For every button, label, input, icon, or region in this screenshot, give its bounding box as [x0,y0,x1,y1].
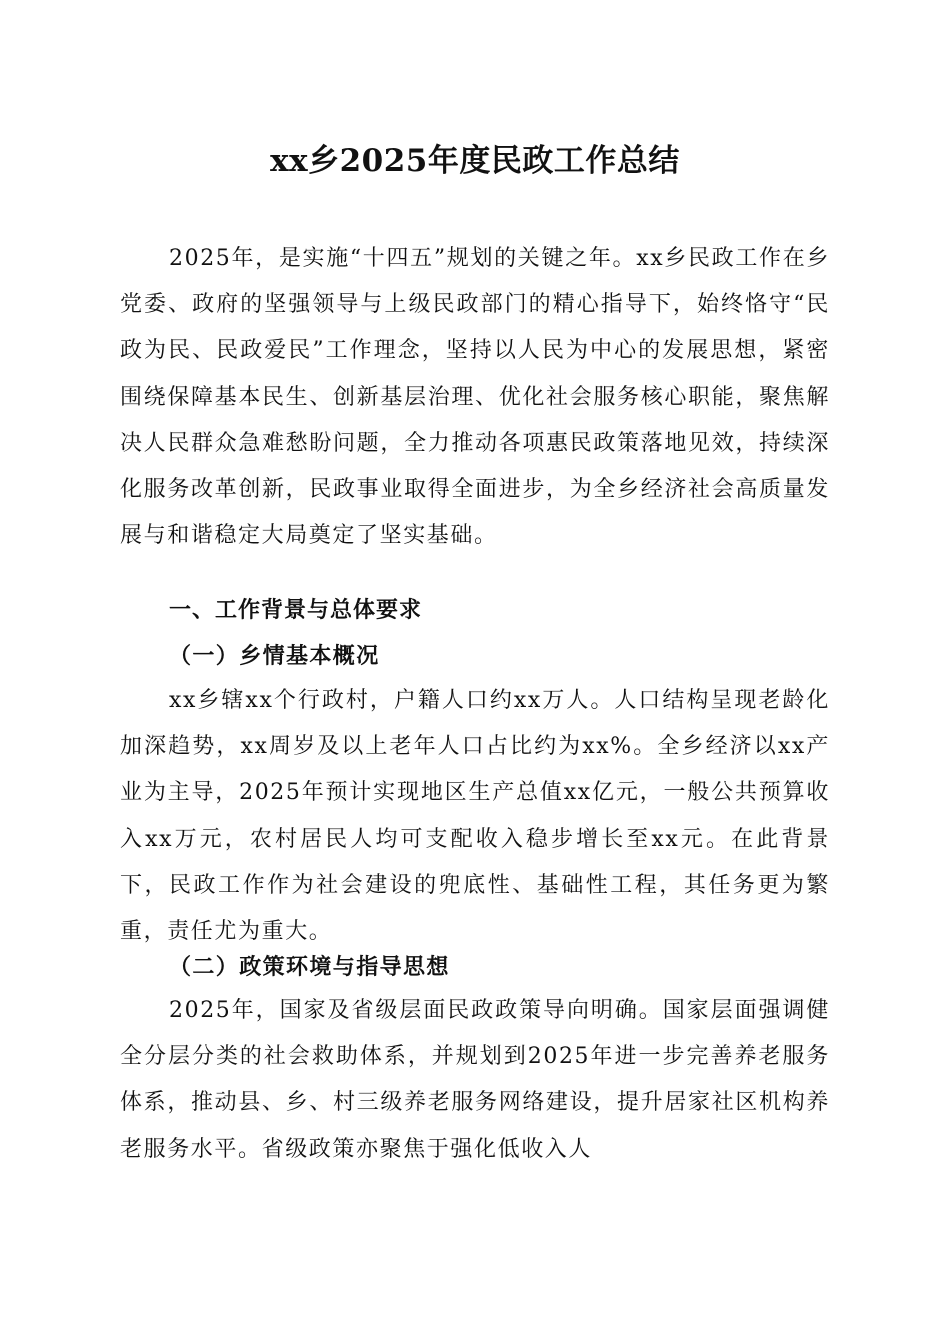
section-heading-1: 一、工作背景与总体要求 [169,598,423,623]
subsection-2-paragraph: 2025年，国家及省级层面民政政策导向明确。国家层面强调健全分层分类的社会救助体系，并规划到2025年进一步完善养老服务体系，推动县、乡、村三级养老服务网络建设，提升居家社区机构养老服务水平。省级政策亦聚焦于强化低收入人 [120,998,830,1162]
subsection-heading-1: （一）乡情基本概况 [169,643,380,669]
subsection-heading-2: （二）政策环境与指导思想 [169,954,450,980]
subsection-1-paragraph: xx乡辖xx个行政村，户籍人口约xx万人。人口结构呈现老龄化加深趋势，xx周岁及以上老年人口占比约为xx%。全乡经济以xx产业为主导，2025年预计实现地区生产总值xx亿元，一般公共预算收入xx万元，农村居民人均可支配收入稳步增长至xx元。在此背景下，民政工作作为社会建设的兜底性、基础性工程，其任务更为繁重，责任尤为重大。 [120,688,830,945]
document-title: xx乡2025年度民政工作总结 [270,143,680,179]
intro-paragraph: 2025年，是实施“十四五”规划的关键之年。xx乡民政工作在乡党委、政府的坚强领导与上级民政部门的精心指导下，始终恪守“民政为民、民政爱民”工作理念，坚持以人民为中心的发展思想，紧密围绕保障基本民生、创新基层治理、优化社会服务核心职能，聚焦解决人民群众急难愁盼问题，全力推动各项惠民政策落地见效，持续深化服务改革创新，民政事业取得全面进步，为全乡经济社会高质量发展与和谐稳定大局奠定了坚实基础。 [120,246,830,549]
